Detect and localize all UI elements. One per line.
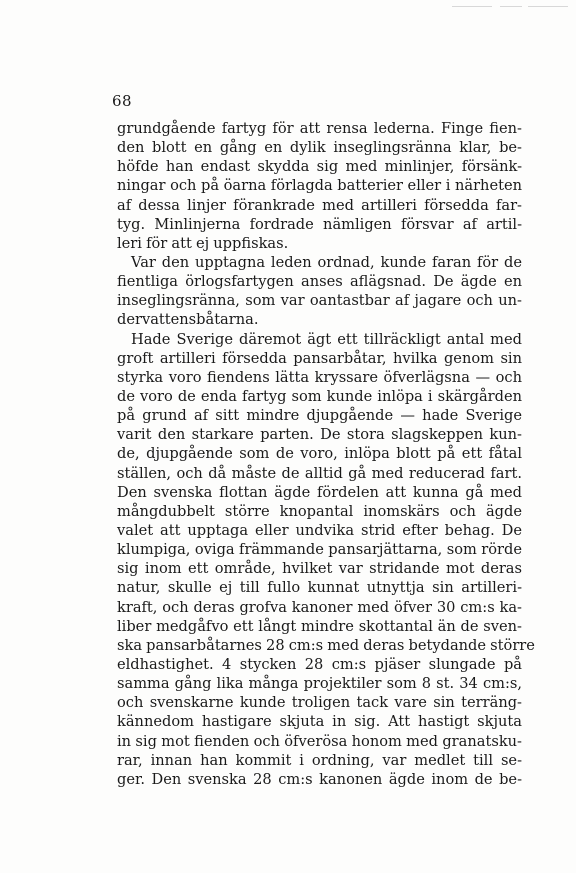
text-line: kraft, och deras grofva kanoner med öfver 30 cm:s ka- xyxy=(117,598,522,616)
text-line: fientliga örlogsfartygen anses aflägsnad. De ägde en xyxy=(117,273,522,291)
text-line: sig inom ett område, hvilket var stridande mot deras xyxy=(117,560,522,578)
text-line: mångdubbelt större knopantal inomskärs och ägde xyxy=(117,502,522,520)
text-line: ställen, och då måste de alltid gå med reducerad fart. xyxy=(117,464,522,482)
text-line: varit den starkare parten. De stora slagskeppen kun- xyxy=(117,426,522,444)
text-line: eldhastighet. 4 stycken 28 cm:s pjäser slungade på xyxy=(117,655,522,673)
text-line: natur, skulle ej till fullo kunnat utnyttja sin artilleri- xyxy=(117,579,522,597)
text-line: valet att upptaga eller undvika strid efter behag. De xyxy=(117,521,522,539)
text-line: inseglingsränna, som var oantastbar af jagare och un- xyxy=(117,292,522,310)
text-line: kännedom hastigare skjuta in sig. Att hastigt skjuta xyxy=(117,713,522,731)
text-line: den blott en gång en dylik inseglingsränna klar, be- xyxy=(117,139,522,157)
text-line: groft artilleri försedda pansarbåtar, hvilka genom sin xyxy=(117,349,522,367)
text-line: på grund af sitt mindre djupgående — hade Sverige xyxy=(117,407,522,425)
text-line: liber medgåfvo ett långt mindre skottantal än de sven- xyxy=(117,617,522,635)
scan-artifact xyxy=(500,6,522,7)
text-line: ningar och på öarna förlagda batterier eller i närheten xyxy=(117,177,522,195)
text-line: de voro de enda fartyg som kunde inlöpa i skärgården xyxy=(117,387,522,405)
text-line: Var den upptagna leden ordnad, kunde faran för de xyxy=(131,253,522,271)
text-line: klumpiga, oviga främmande pansarjättarna, som rörde xyxy=(117,541,522,559)
scan-artifact xyxy=(528,6,568,7)
text-line: ger. Den svenska 28 cm:s kanonen ägde inom de be- xyxy=(117,770,522,788)
text-line: af dessa linjer förankrade med artilleri försedda far- xyxy=(117,196,522,214)
text-line: leri för att ej uppfiskas. xyxy=(117,234,289,252)
text-line: höfde han endast skydda sig med minlinjer, försänk- xyxy=(117,158,522,176)
text-line: samma gång lika många projektiler som 8 st. 34 cm:s, xyxy=(117,675,522,693)
page-number: 68 xyxy=(112,92,133,110)
scan-artifact xyxy=(452,6,492,7)
text-line: och svenskarne kunde troligen tack vare sin terräng- xyxy=(117,694,522,712)
text-line: grundgående fartyg för att rensa lederna. Finge fien- xyxy=(117,120,522,137)
text-line: Hade Sverige däremot ägt ett tillräckligt antal med xyxy=(131,330,522,348)
text-line: ska pansarbåtarnes 28 cm:s med deras betydande större xyxy=(117,636,535,654)
text-line: de, djupgående som de voro, inlöpa blott på ett fåtal xyxy=(117,445,522,463)
body-text xyxy=(117,119,535,789)
text-line: in sig mot fienden och öfverösa honom med granatsku- xyxy=(117,732,522,750)
text-line: styrka voro fiendens lätta kryssare öfverlägsna — och xyxy=(117,368,522,386)
text-line: Den svenska flottan ägde fördelen att kunna gå med xyxy=(117,483,522,501)
text-line: rar, innan han kommit i ordning, var medlet till se- xyxy=(117,751,522,769)
text-line: dervattensbåtarna. xyxy=(117,311,259,329)
text-line: tyg. Minlinjerna fordrade nämligen försvar af artil- xyxy=(117,215,522,233)
